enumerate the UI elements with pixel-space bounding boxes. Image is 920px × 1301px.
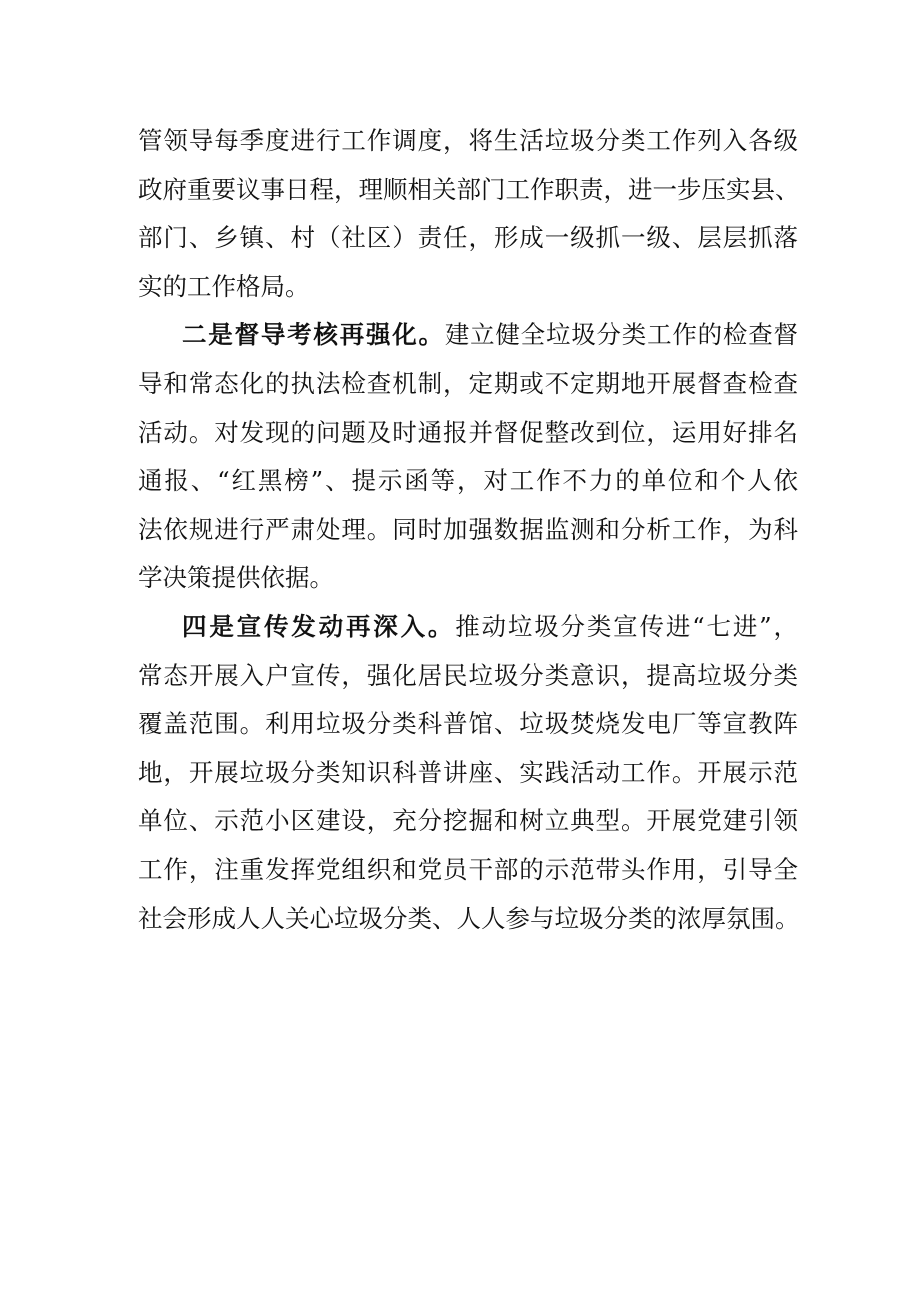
paragraph-line: 导和常态化的执法检查机制，定期或不定期地开展督查检查 xyxy=(138,368,798,398)
paragraph-3 xyxy=(138,603,798,943)
paragraph-line: 单位、示范小区建设，充分挖掘和树立典型。开展党建引领 xyxy=(138,806,798,836)
paragraph-1 xyxy=(138,117,798,311)
paragraph-line: 政府重要议事日程，理顺相关部门工作职责，进一步压实县、 xyxy=(138,174,800,204)
paragraph-line: 法依规进行严肃处理。同时加强数据监测和分析工作，为科 xyxy=(138,514,798,544)
paragraph-line: 部门、乡镇、村（社区）责任，形成一级抓一级、层层抓落 xyxy=(138,223,798,253)
paragraph-heading: 二是督导考核再强化。 xyxy=(182,320,445,350)
paragraph-first-line xyxy=(138,603,798,652)
paragraph-line: 实的工作格局。 xyxy=(138,271,310,301)
paragraph-line: 地，开展垃圾分类知识科普讲座、实践活动工作。开展示范 xyxy=(138,757,798,787)
paragraph-text: 推动垃圾分类宣传进“七进”， xyxy=(455,611,798,641)
paragraph-heading: 四是宣传发动再深入。 xyxy=(182,611,456,641)
document-body xyxy=(138,117,798,943)
paragraph-text: 建立健全垃圾分类工作的检查督 xyxy=(444,320,799,350)
paragraph-line: 工作，注重发挥党组织和党员干部的示范带头作用，引导全 xyxy=(138,854,798,884)
paragraph-line: 常态开展入户宣传，强化居民垃圾分类意识，提高垃圾分类 xyxy=(138,660,798,690)
paragraph-line: 学决策提供依据。 xyxy=(138,563,334,593)
paragraph-line: 社会形成人人关心垃圾分类、人人参与垃圾分类的浓厚氛围。 xyxy=(138,903,800,933)
paragraph-first-line xyxy=(138,311,798,360)
paragraph-line: 通报、“红黑榜”、提示函等，对工作不力的单位和个人依 xyxy=(138,466,798,496)
paragraph-line: 管领导每季度进行工作调度，将生活垃圾分类工作列入各级 xyxy=(138,126,798,155)
paragraph-2 xyxy=(138,311,798,603)
paragraph-line: 覆盖范围。利用垃圾分类科普馆、垃圾焚烧发电厂等宣教阵 xyxy=(138,709,798,739)
paragraph-line: 活动。对发现的问题及时通报并督促整改到位，运用好排名 xyxy=(138,417,798,447)
